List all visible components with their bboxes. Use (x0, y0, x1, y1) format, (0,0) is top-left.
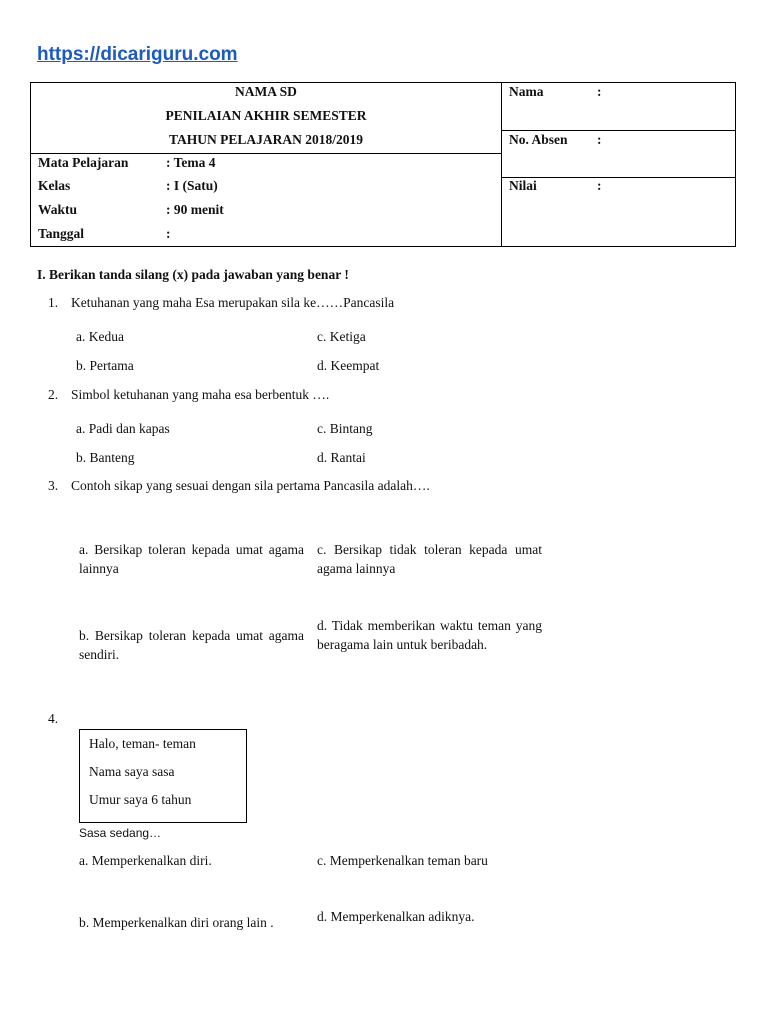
field-label: Nama (509, 84, 544, 99)
info-row-time (38, 202, 224, 218)
info-label: Mata Pelajaran (38, 155, 129, 170)
option-d[interactable]: d. Tidak memberikan waktu teman yang beragama lain untuk beribadah. (317, 618, 542, 652)
option-c[interactable]: c. Ketiga (317, 329, 366, 344)
option-b[interactable]: b. Bersikap toleran kepada umat agama sendiri. (79, 628, 304, 662)
question-text: Simbol ketuhanan yang maha esa berbentuk …. (71, 387, 330, 402)
info-value: : I (Satu) (166, 178, 218, 193)
option-a[interactable]: a. Bersikap toleran kepada umat agama lainnya (79, 542, 304, 576)
option-c[interactable]: c. Bersikap tidak toleran kepada umat agama lainnya (317, 542, 542, 576)
option-d[interactable]: d. Rantai (317, 450, 366, 465)
option-b[interactable]: b. Banteng (76, 450, 135, 465)
option-a[interactable]: a. Kedua (76, 329, 124, 344)
school-name: NAMA SD (235, 84, 297, 99)
info-label: Tanggal (38, 226, 85, 241)
score-field[interactable] (509, 178, 602, 194)
option-a[interactable]: a. Memperkenalkan diri. (79, 853, 212, 868)
school-year: TAHUN PELAJARAN 2018/2019 (168, 132, 363, 147)
info-row-date (38, 226, 171, 242)
exam-title: PENILAIAN AKHIR SEMESTER (165, 108, 367, 123)
dialogue-line: Nama saya sasa (89, 764, 175, 779)
option-c[interactable]: c. Memperkenalkan teman baru (317, 853, 488, 868)
field-value: : (597, 132, 602, 147)
info-value: : Tema 4 (166, 155, 216, 170)
field-value: : (597, 84, 602, 99)
info-row-class (38, 178, 218, 194)
option-b[interactable]: b. Memperkenalkan diri orang lain . (79, 915, 274, 930)
question-text: Contoh sikap yang sesuai dengan sila pertama Pancasila adalah…. (71, 478, 430, 493)
question-text: Ketuhanan yang maha Esa merupakan sila ke……Pancasila (71, 295, 395, 310)
section-instruction: I. Berikan tanda silang (x) pada jawaban yang benar ! (37, 267, 349, 282)
option-c[interactable]: c. Bintang (317, 421, 373, 436)
header-divider (31, 153, 501, 154)
question-number: 1. (48, 295, 59, 310)
option-d[interactable]: d. Keempat (317, 358, 380, 373)
option-d[interactable]: d. Memperkenalkan adiknya. (317, 909, 475, 924)
dialogue-box (79, 729, 247, 823)
name-field[interactable] (509, 84, 602, 100)
dialogue-line: Umur saya 6 tahun (89, 792, 192, 807)
dialogue-line: Halo, teman- teman (89, 736, 196, 751)
info-label: Waktu (38, 202, 78, 217)
field-label: Nilai (509, 178, 537, 193)
site-link[interactable]: https://dicariguru.com (37, 44, 238, 65)
question-number: 3. (48, 478, 59, 493)
info-label: Kelas (38, 178, 71, 193)
question-caption: Sasa sedang… (79, 826, 162, 840)
question-number: 4. (48, 711, 59, 726)
header-table (30, 82, 736, 247)
info-value: : 90 menit (166, 202, 224, 217)
absent-number-field[interactable] (509, 132, 602, 148)
info-row-subject (38, 155, 216, 171)
header-divider (501, 130, 735, 131)
field-value: : (597, 178, 602, 193)
header-divider (501, 83, 502, 246)
option-b[interactable]: b. Pertama (76, 358, 134, 373)
field-label: No. Absen (509, 132, 568, 147)
question-number: 2. (48, 387, 59, 402)
info-value: : (166, 226, 171, 241)
option-a[interactable]: a. Padi dan kapas (76, 421, 170, 436)
